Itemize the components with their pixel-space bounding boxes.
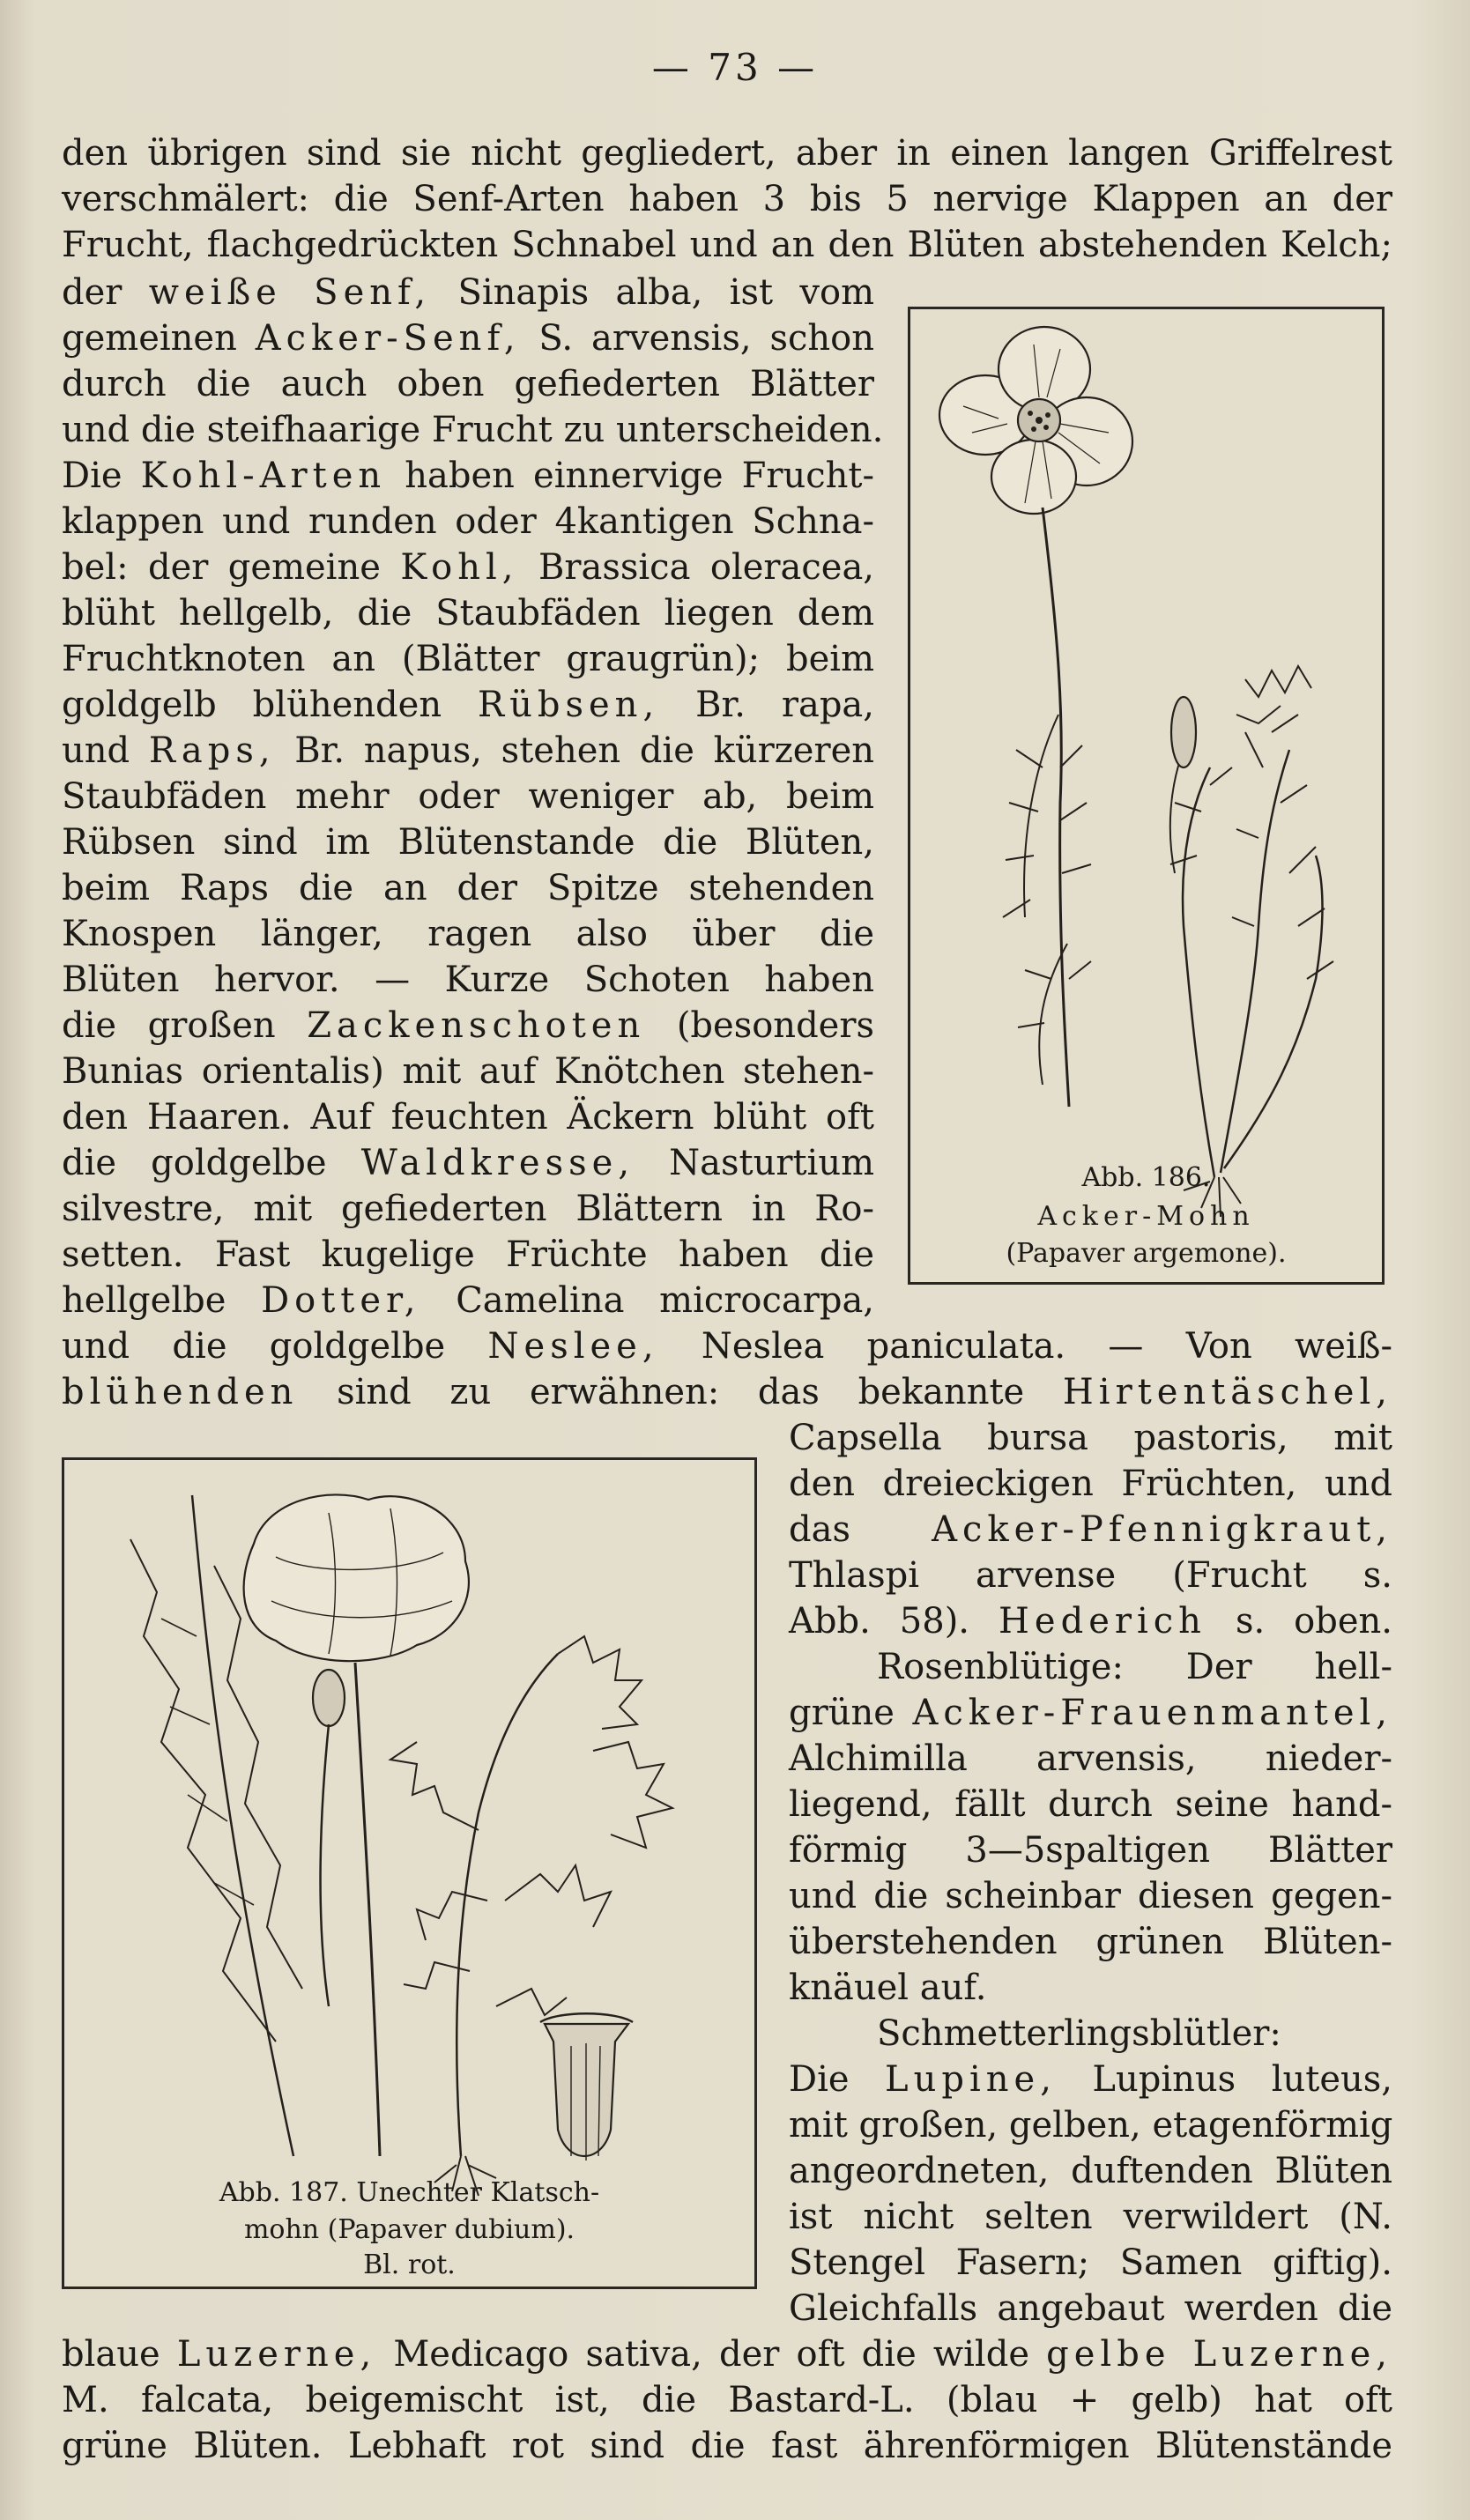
species-name: Waldkresse, — [360, 1143, 635, 1183]
species-name: Kohl, — [400, 547, 519, 588]
species-name: Zackenschoten — [307, 1005, 646, 1046]
text-line: und die steifhaarige Frucht zu unterscheiden. — [62, 410, 884, 450]
text-line: klappen und runden oder 4kantigen Schna- — [62, 501, 874, 542]
text-line: goldgelb blühenden Rübsen, Br. rapa, — [62, 685, 874, 725]
text-line: ist nicht selten verwildert (N. — [789, 2197, 1392, 2237]
text-line: bel: der gemeine Kohl, Brassica oleracea, — [62, 547, 875, 588]
text-line: beim Raps die an der Spitze stehenden — [62, 868, 874, 908]
text-line: Staubfäden mehr oder weniger ab, beim — [62, 776, 874, 817]
text-line: den übrigen sind sie nicht gegliedert, aber in einen langen Griffelrest — [62, 133, 1392, 174]
figure-186-number: Abb. 186. — [1081, 1162, 1211, 1193]
text-line: förmig 3—5spaltigen Blätter — [789, 1830, 1392, 1871]
text-line: Die Lupine, Lupinus luteus, — [789, 2059, 1392, 2100]
species-name: Lupine, — [885, 2059, 1057, 2100]
species-name: Kohl-Arten — [140, 456, 387, 496]
text-line: den dreieckigen Früchten, und — [789, 1464, 1392, 1504]
species-name: Raps, — [148, 730, 276, 771]
figure-186 — [908, 307, 1385, 1285]
text-line: der weiße Senf, Sinapis alba, ist vom — [62, 272, 875, 313]
text-line: Die Kohl-Arten haben einnervige Frucht- — [62, 456, 875, 496]
text-line: die goldgelbe Waldkresse, Nasturtium — [62, 1143, 875, 1183]
text-line: den Haaren. Auf feuchten Äckern blüht oft — [62, 1097, 874, 1138]
species-name: Acker-Senf, — [255, 318, 521, 359]
species-name: Neslee, — [487, 1326, 659, 1367]
text-line: überstehenden grünen Blüten- — [789, 1922, 1392, 1962]
text-line: blühenden sind zu erwähnen: das bekannte Hirtentäschel, — [62, 1372, 1392, 1412]
species-name: weiße Senf, — [148, 272, 432, 313]
text-line: blaue Luzerne, Medicago sativa, der oft die wilde gelbe Luzerne, — [62, 2334, 1392, 2375]
text-line: blüht hellgelb, die Staubfäden liegen dem — [62, 593, 874, 634]
figure-187-caption-line3: Bl. rot. — [363, 2249, 456, 2280]
text-line: Knospen länger, ragen also über die — [62, 914, 874, 954]
text-line: gemeinen Acker-Senf, S. arvensis, schon — [62, 318, 874, 359]
text-line: hellgelbe Dotter, Camelina microcarpa, — [62, 1280, 875, 1321]
text-line: Rübsen sind im Blütenstande die Blüten, — [62, 822, 874, 863]
species-name: Acker-Frauenmantel, — [912, 1693, 1392, 1733]
text-line: Abb. 58). Hederich s. oben. — [789, 1601, 1393, 1642]
text-line: silvestre, mit gefiederten Blättern in Ro- — [62, 1189, 874, 1229]
text-line: die großen Zackenschoten (besonders — [62, 1005, 874, 1046]
text-line: grüne Acker-Frauenmantel, — [789, 1693, 1392, 1733]
text-line: liegend, fällt durch seine hand- — [789, 1784, 1392, 1825]
text-line: und die scheinbar diesen gegen- — [789, 1876, 1392, 1916]
species-name: Hederich — [999, 1601, 1206, 1642]
text-line: M. falcata, beigemischt ist, die Bastard-L. (blau + gelb) hat oft — [62, 2380, 1392, 2420]
figure-186-name: Acker-Mohn — [1037, 1201, 1255, 1232]
species-name: Rübsen, — [478, 685, 660, 725]
text-line: Blüten hervor. — Kurze Schoten haben — [62, 960, 874, 1000]
text-line: durch die auch oben gefiederten Blätter — [62, 364, 874, 404]
text-line: setten. Fast kugelige Früchte haben die — [62, 1234, 874, 1275]
text-line: Stengel Fasern; Samen giftig). — [789, 2242, 1392, 2283]
text-line: verschmälert: die Senf-Arten haben 3 bis 5 nervige Klappen an der — [62, 179, 1392, 219]
text-line: grüne Blüten. Lebhaft rot sind die fast ährenförmigen Blütenstände — [62, 2426, 1392, 2466]
text-line: Rosenblütige: Der hell- — [877, 1647, 1392, 1687]
species-name: Luzerne, — [176, 2334, 377, 2375]
text-line: Schmetterlingsblütler: — [877, 2013, 1281, 2054]
text-line: Gleichfalls angebaut werden die — [789, 2288, 1392, 2329]
figure-187 — [62, 1457, 757, 2289]
text-line: Capsella bursa pastoris, mit — [789, 1418, 1392, 1458]
text-line: Frucht, flachgedrückten Schnabel und an den Blüten abstehenden Kelch; — [62, 225, 1392, 265]
page-number: — 73 — — [651, 46, 819, 89]
text-line: das Acker-Pfennigkraut, — [789, 1509, 1392, 1550]
species-name: Hirtentäschel, — [1062, 1372, 1392, 1412]
poppy-dubium-illustration — [64, 1460, 754, 2287]
text-line: Alchimilla arvensis, nieder- — [789, 1738, 1392, 1779]
text-line: Thlaspi arvense (Frucht s. — [789, 1555, 1392, 1596]
text-line: und die goldgelbe Neslee, Neslea paniculata. — Von weiß- — [62, 1326, 1392, 1367]
poppy-argemone-illustration — [910, 309, 1382, 1282]
text-line: und Raps, Br. napus, stehen die kürzeren — [62, 730, 874, 771]
species-name: gelbe Luzerne, — [1046, 2334, 1392, 2375]
species-name: Dotter, — [261, 1280, 421, 1321]
text-line: angeordneten, duftenden Blüten — [789, 2151, 1392, 2191]
text-line: knäuel auf. — [789, 1968, 987, 2008]
text-line: Fruchtknoten an (Blätter graugrün); beim — [62, 639, 874, 679]
text-line: Bunias orientalis) mit auf Knötchen stehen- — [62, 1051, 874, 1092]
figure-187-caption-line2: mohn (Papaver dubium). — [243, 2214, 575, 2245]
text-line: mit großen, gelben, etagenförmig — [789, 2105, 1393, 2146]
figure-187-caption-line1: Abb. 187. Unechter Klatsch- — [219, 2177, 600, 2208]
figure-186-latin: (Papaver argemone). — [1006, 1238, 1287, 1269]
species-name: Acker-Pfennigkraut, — [932, 1509, 1392, 1550]
